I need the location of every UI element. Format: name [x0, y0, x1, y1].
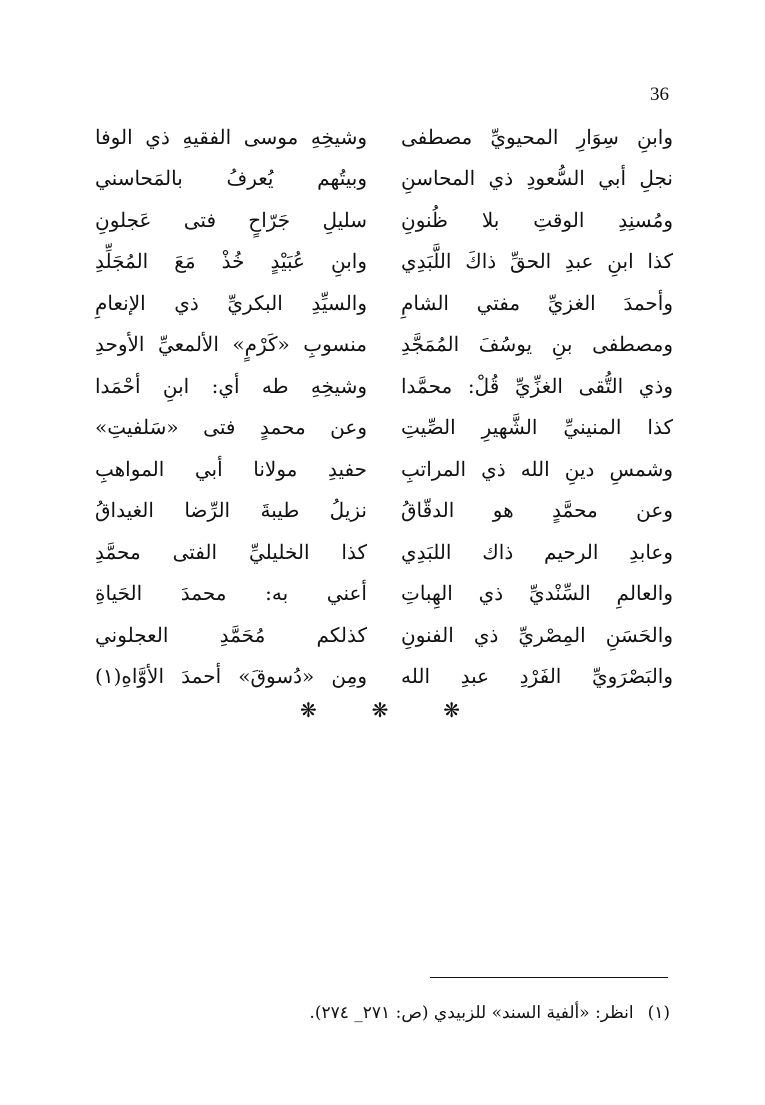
verse-second-hemistich: كذا الخليليِّ الفتى محمَّدِ: [95, 539, 367, 564]
verse-first-hemistich: وشمسِ دينِ الله ذي المراتبِ: [401, 456, 673, 481]
verse-second-hemistich: وابنِ عُبَيْدٍ خُذْ مَعَ المُجَلِّدِ: [95, 249, 367, 274]
verse-second-hemistich: وشيخِهِ موسى الفقيهِ ذي الوفا: [95, 124, 367, 149]
verse-first-hemistich: وأحمدَ الغزيِّ مفتي الشامِ: [401, 290, 673, 315]
asterism-star-icon: ❋: [300, 698, 317, 722]
verse-second-hemistich: كذلكم مُحَمَّدِ العجلوني: [95, 622, 367, 647]
verse-first-hemistich: وعابدِ الرحيم ذاك اللبَدِي: [401, 539, 673, 564]
verse: [95, 199, 673, 241]
verse: [95, 448, 673, 490]
verse-first-hemistich: ومُسنِدِ الوقتِ بلا ظُنونِ: [401, 207, 673, 232]
verse-second-hemistich: أعني به: محمدَ الحَياةِ: [95, 581, 367, 606]
poem: [95, 116, 673, 697]
verse-first-hemistich: وعن محمَّدٍ هو الدقّاقُ: [401, 498, 673, 523]
verse: [95, 365, 673, 407]
verse-first-hemistich: نجلِ أبي السُّعودِ ذي المحاسنِ: [401, 166, 673, 191]
verse-first-hemistich: كذا المنينيِّ الشَّهيرِ الصِّيتِ: [401, 415, 673, 440]
verse: [95, 656, 673, 698]
verse: [95, 158, 673, 200]
verse: [95, 407, 673, 449]
verse-second-hemistich: ومِن «دُسوقَ» أحمدَ الأوَّاهِ(١): [95, 664, 367, 689]
verse-second-hemistich: والسيِّدِ البكريِّ ذي الإنعامِ: [95, 290, 367, 315]
verse-second-hemistich: منسوبِ «كَرْمٍ» الألمعيِّ الأوحدِ: [95, 332, 367, 357]
footnote-marker: (١): [647, 1003, 670, 1023]
verse-second-hemistich: سليلِ جَرّاحٍ فتى عَجلونِ: [95, 207, 367, 232]
page-number: 36: [650, 84, 669, 105]
verse: [95, 614, 673, 656]
verse-first-hemistich: والحَسَنِ المِصْريِّ ذي الفنونِ: [401, 622, 673, 647]
section-separator: [300, 698, 460, 722]
verse-second-hemistich: وعن محمدٍ فتى «سَلفيتِ»: [95, 415, 367, 440]
verse-first-hemistich: والعالمِ السِّنْديِّ ذي الهِباتِ: [401, 581, 673, 606]
verse-first-hemistich: ومصطفى بنِ يوسُفَ المُمَجَّدِ: [401, 332, 673, 357]
asterism-star-icon: ❋: [371, 698, 389, 722]
footnote-text: انظر: «ألفية السند» للزبيدي (ص: ٢٧١_ ٢٧٤).: [309, 1003, 634, 1023]
verse: [95, 241, 673, 283]
verse-second-hemistich: وشيخِهِ طه أي: ابنِ أحْمَدا: [95, 373, 367, 398]
verse-first-hemistich: وذي التُّقى الغزِّيِّ قُلْ: محمَّدا: [401, 373, 673, 398]
verse-first-hemistich: كذا ابنِ عبدِ الحقِّ ذاكَ اللَّبَدِي: [401, 249, 673, 274]
footnote-divider: [430, 977, 668, 978]
verse-second-hemistich: حفيدِ مولانا أبي المواهبِ: [95, 456, 367, 481]
verse: [95, 324, 673, 366]
verse-first-hemistich: وابنِ سِوَارِ المحيويِّ مصطفى: [401, 124, 673, 149]
verse: [95, 116, 673, 158]
verse-first-hemistich: والبَصْرَويِّ الفَرْدِ عبدِ الله: [401, 664, 673, 689]
asterism-star-icon: ❋: [443, 698, 460, 722]
verse: [95, 531, 673, 573]
verse: [95, 490, 673, 532]
verse-second-hemistich: نزيلُ طيبةَ الرِّضا الغيداقُ: [95, 498, 367, 523]
verse-second-hemistich: وبيتُهم يُعرفُ بالمَحاسني: [95, 166, 367, 191]
verse: [95, 282, 673, 324]
footnote: [80, 1000, 670, 1026]
verse: [95, 573, 673, 615]
